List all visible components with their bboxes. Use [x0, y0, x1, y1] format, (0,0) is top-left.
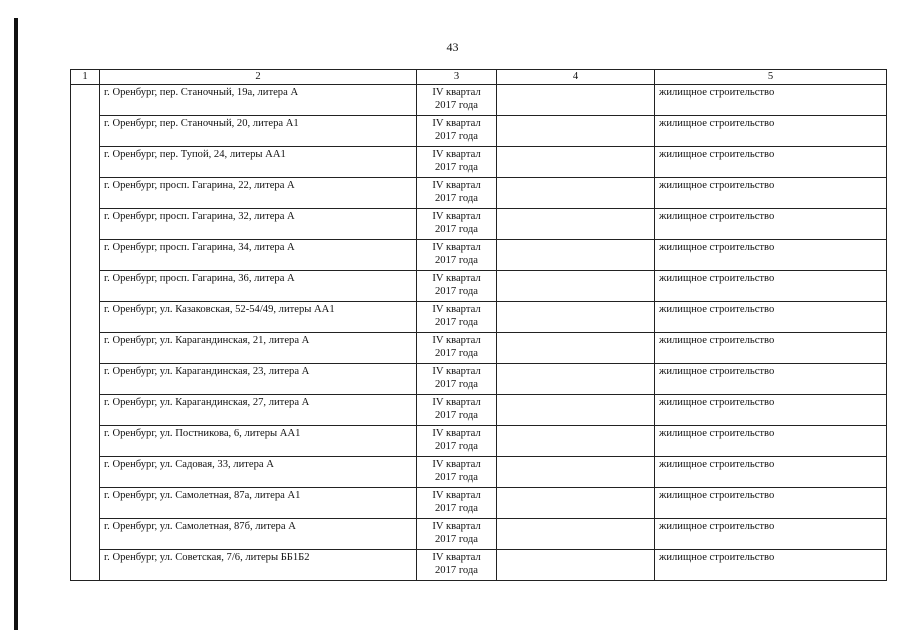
period-cell [417, 364, 497, 395]
address-cell: г. Оренбург, ул. Карагандинская, 21, литера А [100, 333, 417, 364]
purpose-cell: жилищное строительство [655, 116, 887, 147]
period-year: 2017 года [434, 441, 478, 452]
purpose-cell: жилищное строительство [655, 147, 887, 178]
period-quarter: IV квартал [432, 180, 481, 191]
purpose-cell: жилищное строительство [655, 519, 887, 550]
column-4-cell [497, 271, 655, 302]
column-4-cell [497, 395, 655, 426]
purpose-cell: жилищное строительство [655, 240, 887, 271]
address-cell: г. Оренбург, пер. Станочный, 19а, литера А [100, 85, 417, 116]
period-quarter: IV квартал [432, 149, 481, 160]
period-cell [417, 240, 497, 271]
column-4-cell [497, 364, 655, 395]
purpose-cell: жилищное строительство [655, 271, 887, 302]
table-row [71, 488, 887, 519]
column-4-cell [497, 209, 655, 240]
period-quarter: IV квартал [432, 459, 481, 470]
header-col-1: 1 [71, 70, 100, 85]
period-quarter: IV квартал [432, 490, 481, 501]
column-4-cell [497, 457, 655, 488]
period-year: 2017 года [434, 472, 478, 483]
header-col-5: 5 [655, 70, 887, 85]
table-header-row [71, 70, 887, 85]
land-plots-table [70, 69, 887, 581]
header-col-4: 4 [497, 70, 655, 85]
period-cell [417, 395, 497, 426]
purpose-cell: жилищное строительство [655, 209, 887, 240]
column-4-cell [497, 550, 655, 581]
table-row [71, 147, 887, 178]
table-row [71, 550, 887, 581]
column-4-cell [497, 240, 655, 271]
period-year: 2017 года [434, 255, 478, 266]
row-number-cell [71, 147, 100, 178]
row-number-cell [71, 426, 100, 457]
period-cell [417, 302, 497, 333]
table-row [71, 178, 887, 209]
row-number-cell [71, 85, 100, 116]
address-cell: г. Оренбург, ул. Казаковская, 52-54/49, литеры АА1 [100, 302, 417, 333]
table-row [71, 209, 887, 240]
period-year: 2017 года [434, 162, 478, 173]
period-cell [417, 178, 497, 209]
table-row [71, 271, 887, 302]
table-row [71, 240, 887, 271]
period-cell [417, 271, 497, 302]
period-quarter: IV квартал [432, 521, 481, 532]
period-quarter: IV квартал [432, 335, 481, 346]
purpose-cell: жилищное строительство [655, 457, 887, 488]
row-number-cell [71, 333, 100, 364]
row-number-cell [71, 240, 100, 271]
period-year: 2017 года [434, 348, 478, 359]
address-cell: г. Оренбург, ул. Карагандинская, 23, литера А [100, 364, 417, 395]
period-year: 2017 года [434, 317, 478, 328]
period-year: 2017 года [434, 410, 478, 421]
column-4-cell [497, 178, 655, 209]
table-row [71, 395, 887, 426]
period-cell [417, 147, 497, 178]
row-number-cell [71, 488, 100, 519]
address-cell: г. Оренбург, ул. Самолетная, 87б, литера А [100, 519, 417, 550]
column-4-cell [497, 333, 655, 364]
column-4-cell [497, 85, 655, 116]
table-row [71, 426, 887, 457]
period-year: 2017 года [434, 100, 478, 111]
period-year: 2017 года [434, 224, 478, 235]
row-number-cell [71, 364, 100, 395]
page-number: 43 [446, 40, 459, 54]
period-cell [417, 519, 497, 550]
column-4-cell [497, 302, 655, 333]
purpose-cell: жилищное строительство [655, 178, 887, 209]
period-quarter: IV квартал [432, 552, 481, 563]
period-quarter: IV квартал [432, 87, 481, 98]
purpose-cell: жилищное строительство [655, 550, 887, 581]
table-row [71, 519, 887, 550]
period-quarter: IV квартал [432, 273, 481, 284]
period-year: 2017 года [434, 286, 478, 297]
purpose-cell: жилищное строительство [655, 426, 887, 457]
row-number-cell [71, 209, 100, 240]
period-quarter: IV квартал [432, 242, 481, 253]
purpose-cell: жилищное строительство [655, 333, 887, 364]
column-4-cell [497, 519, 655, 550]
table-body [71, 85, 887, 581]
period-year: 2017 года [434, 565, 478, 576]
period-quarter: IV квартал [432, 366, 481, 377]
table-row [71, 116, 887, 147]
period-quarter: IV квартал [432, 428, 481, 439]
column-4-cell [497, 116, 655, 147]
table-row [71, 333, 887, 364]
address-cell: г. Оренбург, ул. Садовая, 33, литера А [100, 457, 417, 488]
period-year: 2017 года [434, 131, 478, 142]
row-number-cell [71, 550, 100, 581]
period-year: 2017 года [434, 534, 478, 545]
column-4-cell [497, 426, 655, 457]
row-number-cell [71, 271, 100, 302]
purpose-cell: жилищное строительство [655, 395, 887, 426]
address-cell: г. Оренбург, просп. Гагарина, 34, литера А [100, 240, 417, 271]
address-cell: г. Оренбург, ул. Советская, 7/6, литеры ББ1Б2 [100, 550, 417, 581]
column-4-cell [497, 147, 655, 178]
purpose-cell: жилищное строительство [655, 364, 887, 395]
period-cell [417, 488, 497, 519]
address-cell: г. Оренбург, ул. Самолетная, 87а, литера А1 [100, 488, 417, 519]
period-quarter: IV квартал [432, 397, 481, 408]
address-cell: г. Оренбург, пер. Станочный, 20, литера А1 [100, 116, 417, 147]
period-cell [417, 116, 497, 147]
header-col-2: 2 [100, 70, 417, 85]
period-cell [417, 85, 497, 116]
period-cell [417, 457, 497, 488]
address-cell: г. Оренбург, ул. Карагандинская, 27, литера А [100, 395, 417, 426]
address-cell: г. Оренбург, ул. Постникова, 6, литеры АА1 [100, 426, 417, 457]
period-cell [417, 426, 497, 457]
period-year: 2017 года [434, 193, 478, 204]
scan-edge-bar [14, 18, 18, 630]
address-cell: г. Оренбург, просп. Гагарина, 22, литера А [100, 178, 417, 209]
period-year: 2017 года [434, 379, 478, 390]
period-quarter: IV квартал [432, 304, 481, 315]
table-row [71, 302, 887, 333]
row-number-cell [71, 178, 100, 209]
purpose-cell: жилищное строительство [655, 85, 887, 116]
address-cell: г. Оренбург, просп. Гагарина, 32, литера А [100, 209, 417, 240]
row-number-cell [71, 302, 100, 333]
address-cell: г. Оренбург, просп. Гагарина, 36, литера А [100, 271, 417, 302]
header-col-3: 3 [417, 70, 497, 85]
period-cell [417, 550, 497, 581]
row-number-cell [71, 116, 100, 147]
row-number-cell [71, 519, 100, 550]
period-quarter: IV квартал [432, 211, 481, 222]
period-year: 2017 года [434, 503, 478, 514]
period-cell [417, 209, 497, 240]
table-row [71, 85, 887, 116]
address-cell: г. Оренбург, пер. Тупой, 24, литеры АА1 [100, 147, 417, 178]
row-number-cell [71, 457, 100, 488]
purpose-cell: жилищное строительство [655, 488, 887, 519]
period-quarter: IV квартал [432, 118, 481, 129]
purpose-cell: жилищное строительство [655, 302, 887, 333]
table-row [71, 364, 887, 395]
column-4-cell [497, 488, 655, 519]
row-number-cell [71, 395, 100, 426]
table-row [71, 457, 887, 488]
period-cell [417, 333, 497, 364]
